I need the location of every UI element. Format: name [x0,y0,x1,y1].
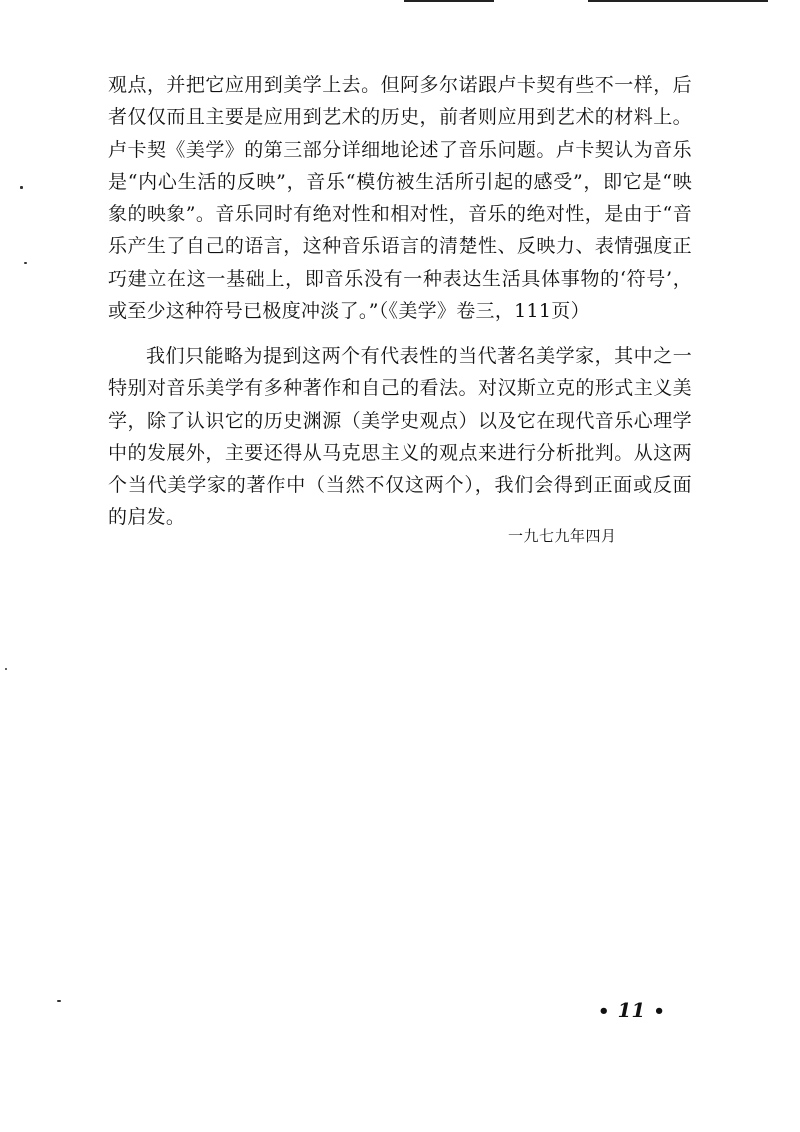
page-number: 11 [617,998,646,1022]
scan-speck [57,1000,61,1002]
page-number-bullet-left: • [598,1001,610,1022]
paragraph-2: 我们只能略为提到这两个有代表性的当代著名美学家，其中之一特别对音乐美学有多种著作和自己的看法。对汉斯立克的形式主义美学，除了认识它的历史渊源（美学史观点）以及它在现代音乐心理学中的发展外，主要还得从马克思主义的观点来进行分析批判。从这两个当代美学家的著作中（当然不仅这两个），我们会得到正面或反面的启发。 [108,345,692,529]
top-edge-mark-right [588,0,768,2]
date-line: 一九七九年四月 [508,527,617,545]
page-number-footer [590,998,673,1022]
paragraph-1: 观点，并把它应用到美学上去。但阿多尔诺跟卢卡契有些不一样，后者仅仅而且主要是应用到艺术的历史，前者则应用到艺术的材料上。卢卡契《美学》的第三部分详细地论述了音乐问题。卢卡契认为音乐是“内心生活的反映”，音乐“模仿被生活所引起的感受”，即它是“映象的映象”。音乐同时有绝对性和相对性，音乐的绝对性，是由于“音乐产生了自己的语言，这种音乐语言的清楚性、反映力、表情强度正巧建立在这一基础上，即音乐没有一种表达生活具体事物的‘符号’，或至少这种符号已极度冲淡了。”（《美学》卷三，111页） [108,74,692,323]
scan-speck [24,262,27,264]
top-edge-mark-left [404,0,494,2]
scan-speck [20,186,23,189]
page-number-bullet-right: • [653,1001,665,1022]
scan-speck [5,668,7,670]
